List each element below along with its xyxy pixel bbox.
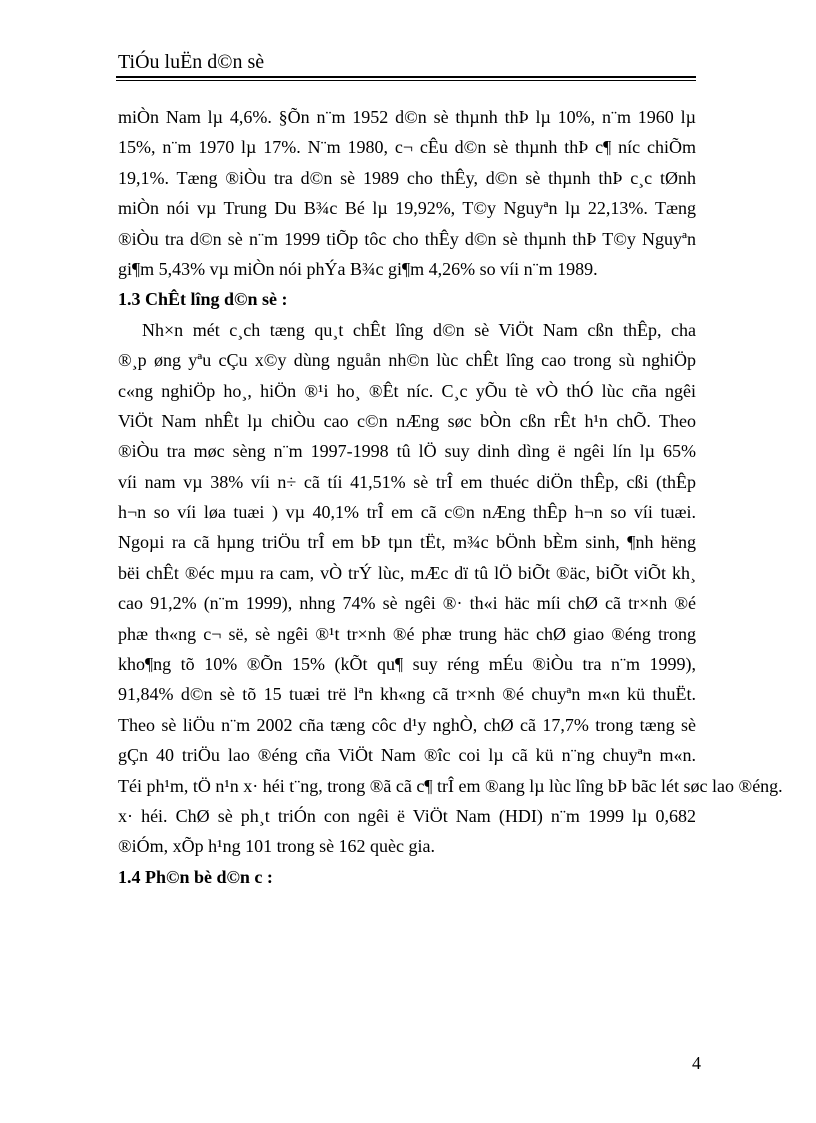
paragraph-line: ViÖt Nam nhÊt lµ chiÒu cao c©n nÆng søc bÒn cßn rÊt h¹n chÕ. Theo bbox=[118, 410, 696, 431]
paragraph-line: Téi ph¹m, tÖ n¹n x· héi t¨ng, trong ®ã cã c¶ trÎ em ®ang lµ lùc lîng bÞ bãc lét søc lao ®éng. bbox=[118, 775, 783, 796]
paragraph-line: phæ th«ng c¬ së, sè ngêi ®¹t tr×nh ®é phæ trung häc chØ giao ®éng trong bbox=[118, 623, 696, 644]
paragraph-line: víi nam vµ 38% víi n÷ cã tíi 41,51% sè trÎ em thuéc diÖn thÊp, cßi (thÊp bbox=[118, 471, 696, 492]
paragraph-line: kho¶ng tõ 10% ®Õn 15% (kÕt qu¶ suy réng mÉu ®iÒu tra n¨m 1999), bbox=[118, 654, 696, 675]
paragraph-line: 91,84% d©n sè tõ 15 tuæi trë lªn kh«ng cã tr×nh ®é chuyªn m«n kü thuËt. bbox=[118, 684, 696, 705]
paragraph-line: 15%, n¨m 1970 lµ 17%. N¨m 1980, c¬ cÊu d©n sè thµnh thÞ c¶ níc chiÕm bbox=[118, 137, 696, 158]
section-heading-population-distribution: 1.4 Ph©n bè d©n c : bbox=[118, 866, 273, 887]
paragraph-line: cao 91,2% (n¨m 1999), nhng 74% sè ngêi ®· th«i häc míi chØ cã tr×nh ®é bbox=[118, 593, 696, 614]
paragraph-line: Nh×n mét c¸ch tæng qu¸t chÊt lîng d©n sè ViÖt Nam cßn thÊp, cha bbox=[142, 319, 696, 340]
page-number: 4 bbox=[692, 1053, 701, 1073]
paragraph-line: c«ng nghiÖp ho¸, hiÖn ®¹i ho¸ ®Êt níc. C¸c yÕu tè vÒ thÓ lùc cña ngêi bbox=[118, 380, 696, 401]
header-rule-thick bbox=[116, 76, 696, 78]
document-body bbox=[118, 102, 783, 892]
paragraph-line: ®iÒu tra møc sèng n¨m 1997-1998 tû lÖ suy dinh dìng ë ngêi lín lµ 65% bbox=[118, 441, 696, 462]
paragraph-line: ®¸p øng yªu cÇu x©y dùng nguån nh©n lùc chÊt lîng cao trong sù nghiÖp bbox=[118, 350, 696, 371]
section-heading-population-quality: 1.3 ChÊt lîng d©n sè : bbox=[118, 289, 288, 310]
paragraph-line: x· héi. ChØ sè ph¸t triÓn con ngêi ë ViÖt Nam (HDI) n¨m 1999 lµ 0,682 bbox=[118, 805, 696, 826]
paragraph-line: miÒn Nam lµ 4,6%. §Õn n¨m 1952 d©n sè thµnh thÞ lµ 10%, n¨m 1960 lµ bbox=[118, 107, 696, 127]
header-rule-thin bbox=[116, 80, 696, 81]
paragraph-line: Ngoµi ra cã hµng triÖu trÎ em bÞ tµn tËt, m¾c bÖnh bÈm sinh, ¶nh hëng bbox=[118, 532, 696, 553]
paragraph-line: gÇn 40 triÖu lao ®éng cña ViÖt Nam ®îc coi lµ cã kü n¨ng chuyªn m«n. bbox=[118, 745, 696, 766]
paragraph-line: Theo sè liÖu n¨m 2002 cña tæng côc d¹y nghÒ, chØ cã 17,7% trong tæng sè bbox=[118, 714, 696, 735]
paragraph-line: ®iÓm, xÕp h¹ng 101 trong sè 162 quèc gia. bbox=[118, 836, 436, 857]
paragraph-line: h¬n so víi løa tuæi ) vµ 40,1% trÎ em cã c©n nÆng thÊp h¬n so víi tuæi. bbox=[118, 502, 696, 523]
paragraph-line: miÒn nói vµ Trung Du B¾c Bé lµ 19,92%, T©y Nguyªn lµ 22,13%. Tæng bbox=[118, 198, 696, 219]
paragraph-line: bëi chÊt ®éc mµu ra cam, vÒ trÝ lùc, mÆc dï tû lÖ biÕt ®äc, biÕt viÕt kh¸ bbox=[118, 562, 696, 583]
paragraph-line: ®iÒu tra d©n sè n¨m 1999 tiÕp tôc cho thÊy d©n sè thµnh thÞ T©y Nguyªn bbox=[118, 228, 696, 249]
document-header-title: TiÓu luËn d©n sè bbox=[118, 51, 265, 73]
paragraph-line: gi¶m 5,43% vµ miÒn nói phÝa B¾c gi¶m 4,26% so víi n¨m 1989. bbox=[118, 258, 598, 279]
paragraph-line: 19,1%. Tæng ®iÒu tra d©n sè 1989 cho thÊy, d©n sè thµnh thÞ c¸c tØnh bbox=[118, 167, 696, 188]
